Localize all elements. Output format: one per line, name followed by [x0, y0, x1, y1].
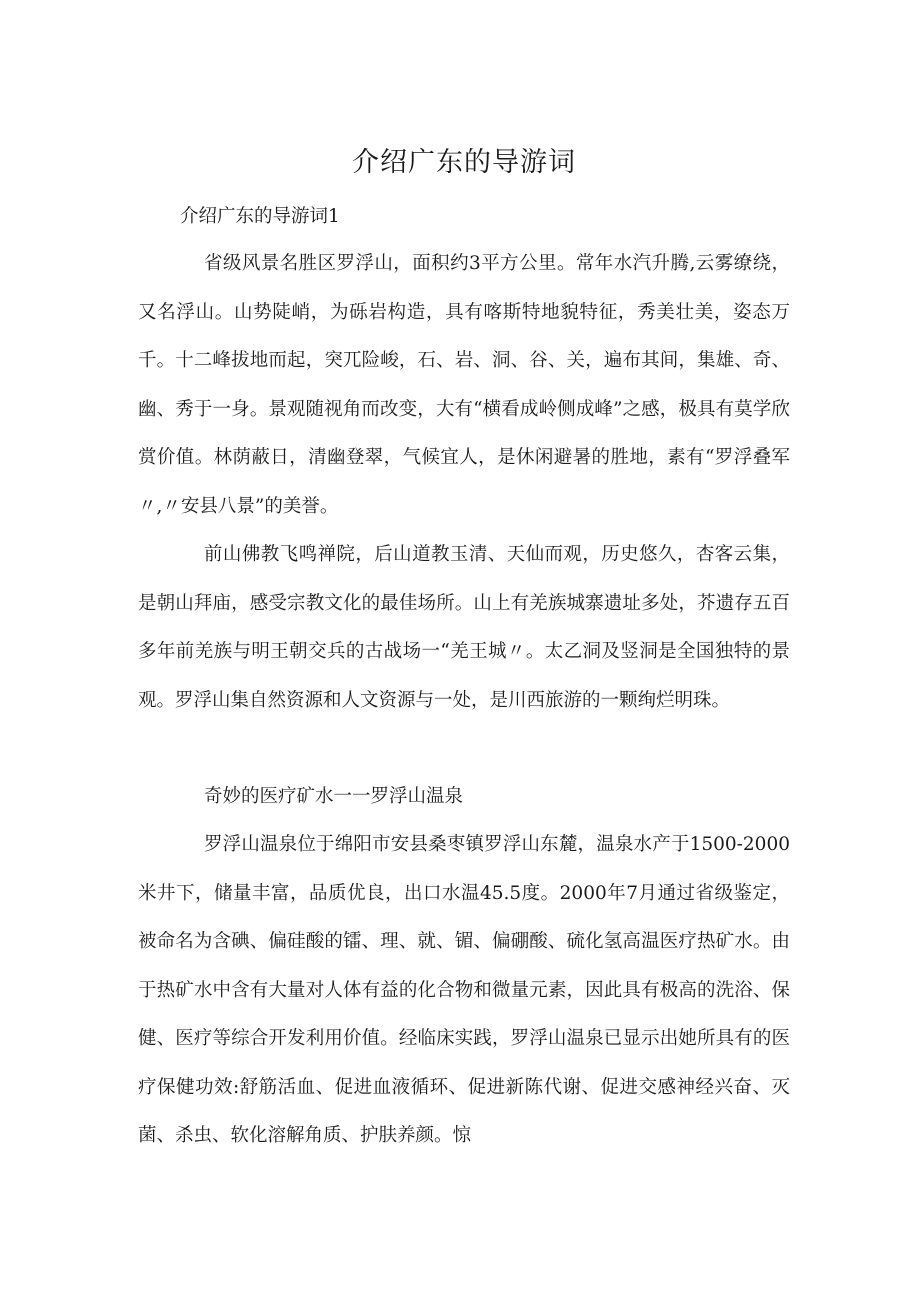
- document-subtitle: 介绍广东的导游词1: [180, 206, 340, 227]
- paragraph-1: 省级风景名胜区罗浮山，面积约3平方公里。常年水汽升腾,云雾缭绕，又名浮山。山势陡峭，为砾岩构造，具有喀斯特地貌特征，秀美壮美，姿态万千。十二峰拔地而起，突兀险峻，石、岩、洞、谷、关，遍布其间，集雄、奇、幽、秀于一身。景观随视角而改变，大有“横看成岭侧成峰”之感，极具有莫学欣赏价值。林荫蔽日，清幽登翠，气候宜人，是休闲避暑的胜地，素有“罗浮叠军〃,〃安县八景”的美誉。: [138, 253, 790, 517]
- paragraph-2: 前山佛教飞鸣禅院，后山道教玉清、天仙而观，历史悠久，杏客云集，是朝山拜庙，感受宗教文化的最佳场所。山上有羌族城寨遗址多处，芥遗存五百多年前羌族与明王朝交兵的古战场一“羌王城〃。太乙洞及竖洞是全国独特的景观。罗浮山集自然资源和人文资源与一处，是川西旅游的一颗绚烂明珠。: [138, 544, 790, 711]
- section-heading: 奇妙的医疗矿水一一罗浮山温泉: [204, 786, 464, 807]
- paragraph-3: 罗浮山温泉位于绵阳市安县桑枣镇罗浮山东麓，温泉水产于1500-2000米井下，储量丰富，品质优良，出口水温45.5度。2000年7月通过省级鉴定，被命名为含碘、偏硅酸的镭、理、就、镅、偏硼酸、硫化氢高温医疗热矿水。由于热矿水中含有大量对人体有益的化合物和微量元素，因此具有极高的洗浴、保健、医疗等综合开发利用价值。经临床实践，罗浮山温泉已显示出她所具有的医疗保健功效:舒筋活血、促进血液循环、促进新陈代谢、促进交感神经兴奋、灭菌、杀虫、软化溶解角质、护肤养颜。惊: [138, 834, 790, 1146]
- document-title: 介绍广东的导游词: [352, 147, 576, 178]
